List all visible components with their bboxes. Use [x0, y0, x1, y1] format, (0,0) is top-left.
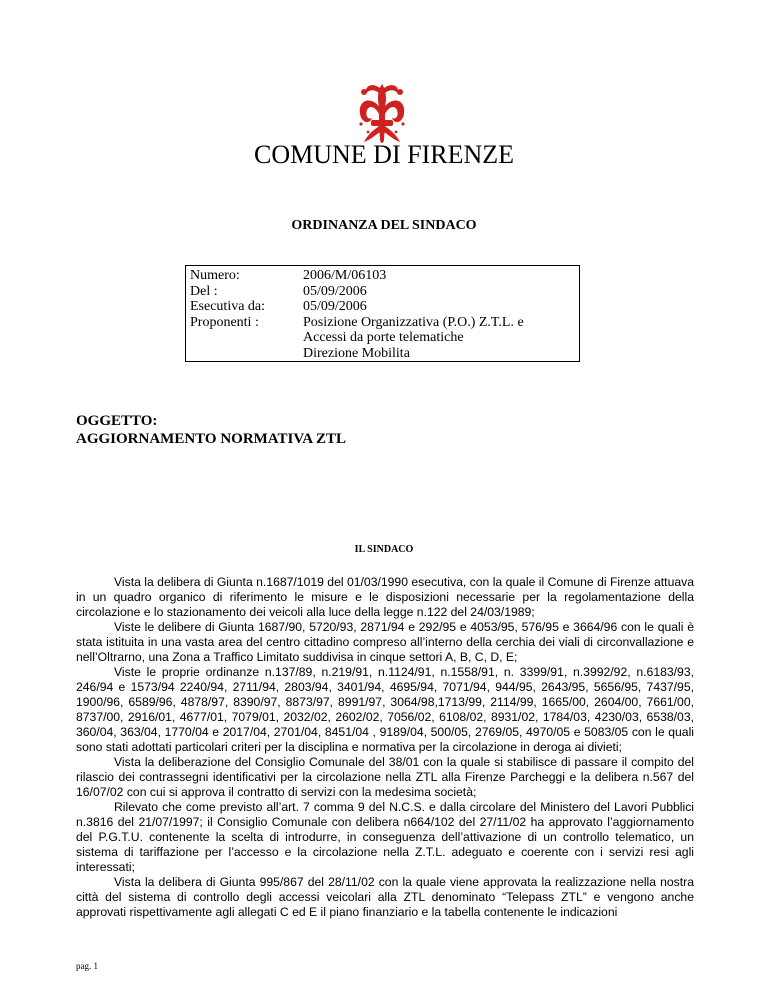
- info-row-proponenti: [190, 315, 579, 331]
- info-value: 05/09/2006: [303, 283, 367, 299]
- info-label: Esecutiva da:: [190, 299, 266, 314]
- info-row-esecutiva: [190, 299, 579, 315]
- document-body: [76, 575, 694, 920]
- info-label: Proponenti :: [190, 314, 259, 330]
- info-row-del: [190, 284, 579, 300]
- page-title: COMUNE DI FIRENZE: [254, 140, 514, 169]
- body-paragraph: Vista la delibera di Giunta 995/867 del 28/11/02 con la quale viene approvata la realizzazione nella nostra città del sistema di controllo degli accessi veicolari alla ZTL denominato “Telepass ZTL” e vengono anche approvati rispettivamente agli allegati C ed E il piano finanziario e la tabella contenente le indicazioni: [76, 875, 694, 919]
- info-value: Posizione Organizzativa (P.O.) Z.T.L. e: [303, 314, 524, 330]
- document-subtitle: ORDINANZA DEL SINDACO: [291, 218, 477, 233]
- section-title: IL SINDACO: [354, 544, 414, 555]
- body-paragraph: Vista la delibera di Giunta n.1687/1019 del 01/03/1990 esecutiva, con la quale il Comune di Firenze attuava in un quadro organico di riferimento le misure e le disposizioni necessarie per la regolamentazione della circolazione e lo stazionamento dei veicoli alla luce della legge n.122 del 24/03/1989;: [76, 575, 694, 619]
- info-row-numero: [190, 268, 579, 284]
- info-value: Direzione Mobilita: [303, 345, 410, 361]
- info-box: [185, 265, 580, 362]
- subject-block: [76, 412, 346, 448]
- body-paragraph: Rilevato che come previsto all’art. 7 comma 9 del N.C.S. e dalla circolare del Ministero del Lavori Pubblici n.3816 del 21/07/1997; il Consiglio Comunale con delibera n664/102 del 27/11/02 ha approvato l’aggiornamento del P.G.T.U. contenente la scelta di introdurre, in conseguenza dell’attivazione di un controllo telematico, un sistema di tariffazione per l’accesso e la circolazione nella Z.T.L. adeguato e coerente con i servizi resi agli interessati;: [76, 800, 694, 874]
- info-value: 2006/M/06103: [303, 268, 387, 283]
- info-label: Del :: [190, 283, 218, 299]
- info-value: 05/09/2006: [303, 299, 367, 314]
- info-label: [190, 330, 303, 346]
- body-paragraph: Viste le delibere di Giunta 1687/90, 5720/93, 2871/94 e 292/95 e 4053/95, 576/95 e 3664/96 con le quali è stata istituita in una vasta area del centro cittadino compreso all’interno della cerchia dei viali di circonvallazione e nell’Oltrarno, una Zona a Traffico Limitato suddivisa in cinque settori A, B, C, D, E;: [76, 620, 694, 664]
- body-paragraph: Vista la deliberazione del Consiglio Comunale del 38/01 con la quale si stabilisce di passare il compito del rilascio dei contrassegni identificativi per la circolazione nella ZTL alla Firenze Parcheggi e la delibera n.567 del 16/07/02 con cui si approva il contratto di servizi con la medesima società;: [76, 755, 694, 799]
- info-label: Numero:: [190, 268, 240, 283]
- subject-label: OGGETTO:: [76, 413, 158, 429]
- body-paragraph: Viste le proprie ordinanze n.137/89, n.219/91, n.1124/91, n.1558/91, n. 3399/91, n.3992/92, n.6183/93, 246/94 e 1573/94 2240/94, 2711/94, 2803/94, 3401/94, 4695/94, 7071/94, 944/95, 2643/95, 5656/95, 7437/95, 1900/96, 6589/96, 4878/97, 8390/97, 8873/97, 8991/97, 3064/98,1713/99, 2114/99, 1665/00, 2604/00, 7661/00, 8737/00, 2916/01, 4677/01, 7079/01, 2032/02, 2602/02, 7056/02, 6108/02, 8931/02, 1784/03, 4230/03, 6538/03, 360/04, 363/04, 1770/04 e 2017/04, 2701/04, 8451/04 , 9189/04, 500/05, 2769/05, 4970/05 e 5083/05 con le quali sono stati adottati particolari criteri per la disciplina e normativa per la circolazione in deroga ai divieti;: [76, 665, 694, 754]
- subject-text: AGGIORNAMENTO NORMATIVA ZTL: [76, 431, 347, 447]
- page-number: pag. 1: [76, 961, 98, 971]
- info-row-proponenti-cont: [190, 330, 579, 346]
- florence-lily-icon: [356, 82, 408, 148]
- info-value: Accessi da porte telematiche: [303, 330, 464, 345]
- info-row-direzione: [190, 346, 579, 362]
- info-label: [190, 346, 303, 362]
